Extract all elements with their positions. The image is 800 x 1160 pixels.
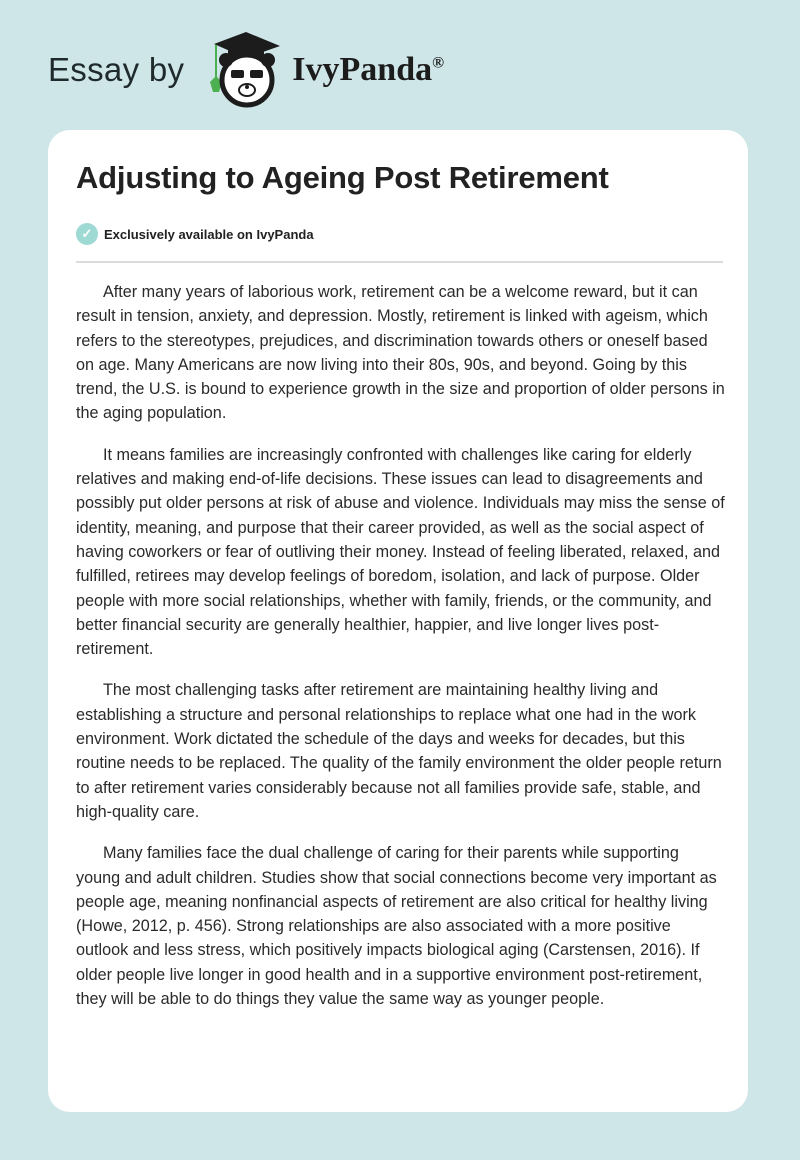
- paragraph: The most challenging tasks after retirement are maintaining healthy living and establishing a structure and personal relationships to replace what one had in the work environment. Work dictated the schedule of the days and weeks for decades, but this routine needs to be replaced. The quality of the family environment the older people return to after retirement varies considerably because not all families provide safe, stable, and high-quality care.: [76, 681, 722, 821]
- brand-text: IvyPanda: [292, 51, 433, 88]
- divider: [76, 261, 723, 263]
- panda-logo-icon[interactable]: [204, 30, 286, 110]
- paragraph: It means families are increasingly confronted with challenges like caring for elderly relatives and making end-of-life decisions. These issues can lead to disagreements and possibly put older persons at risk of abuse and violence. Individuals may miss the sense of identity, meaning, and purpose that their career provided, as well as the social aspect of having coworkers or fear of outliving their money. Instead of feeling liberated, relaxed, and fulfilled, retirees may develop feelings of boredom, isolation, and lack of purpose. Older people with more social relationships, whether with family, friends, or the community, and better financial security are generally healthier, happier, and live longer lives post-retirement.: [76, 445, 725, 659]
- essay-by-label: Essay by: [48, 51, 185, 88]
- page-title: Adjusting to Ageing Post Retirement: [76, 160, 609, 195]
- essay-card: [48, 130, 748, 1112]
- essay-body: [76, 280, 726, 1028]
- paragraph: Many families face the dual challenge of caring for their parents while supporting young and adult children. Studies show that social connections become very important as people age, meaning nonfinancial aspects of retirement are also critical for healthy living (Howe, 2012, p. 456). Strong relationships are also associated with a more positive outlook and less stress, which positively impacts biological aging (Carstensen, 2016). If older people live longer in good health and in a supportive environment post-retirement, they will be able to do things they value the same way as younger people.: [76, 844, 717, 1009]
- site-header: [48, 30, 444, 110]
- brand-name[interactable]: [292, 51, 444, 89]
- registered-mark: ®: [432, 54, 445, 72]
- exclusive-badge: [76, 223, 314, 245]
- check-icon: ✓: [76, 223, 98, 245]
- paragraph: After many years of laborious work, retirement can be a welcome reward, but it can result in tension, anxiety, and depression. Mostly, retirement is linked with ageism, which refers to the stereotypes, prejudices, and discrimination towards others or oneself based on age. Many Americans are now living into their 80s, 90s, and beyond. Going by this trend, the U.S. is bound to experience growth in the size and proportion of older persons in the aging population.: [76, 283, 725, 423]
- exclusive-label: Exclusively available on IvyPanda: [104, 226, 314, 242]
